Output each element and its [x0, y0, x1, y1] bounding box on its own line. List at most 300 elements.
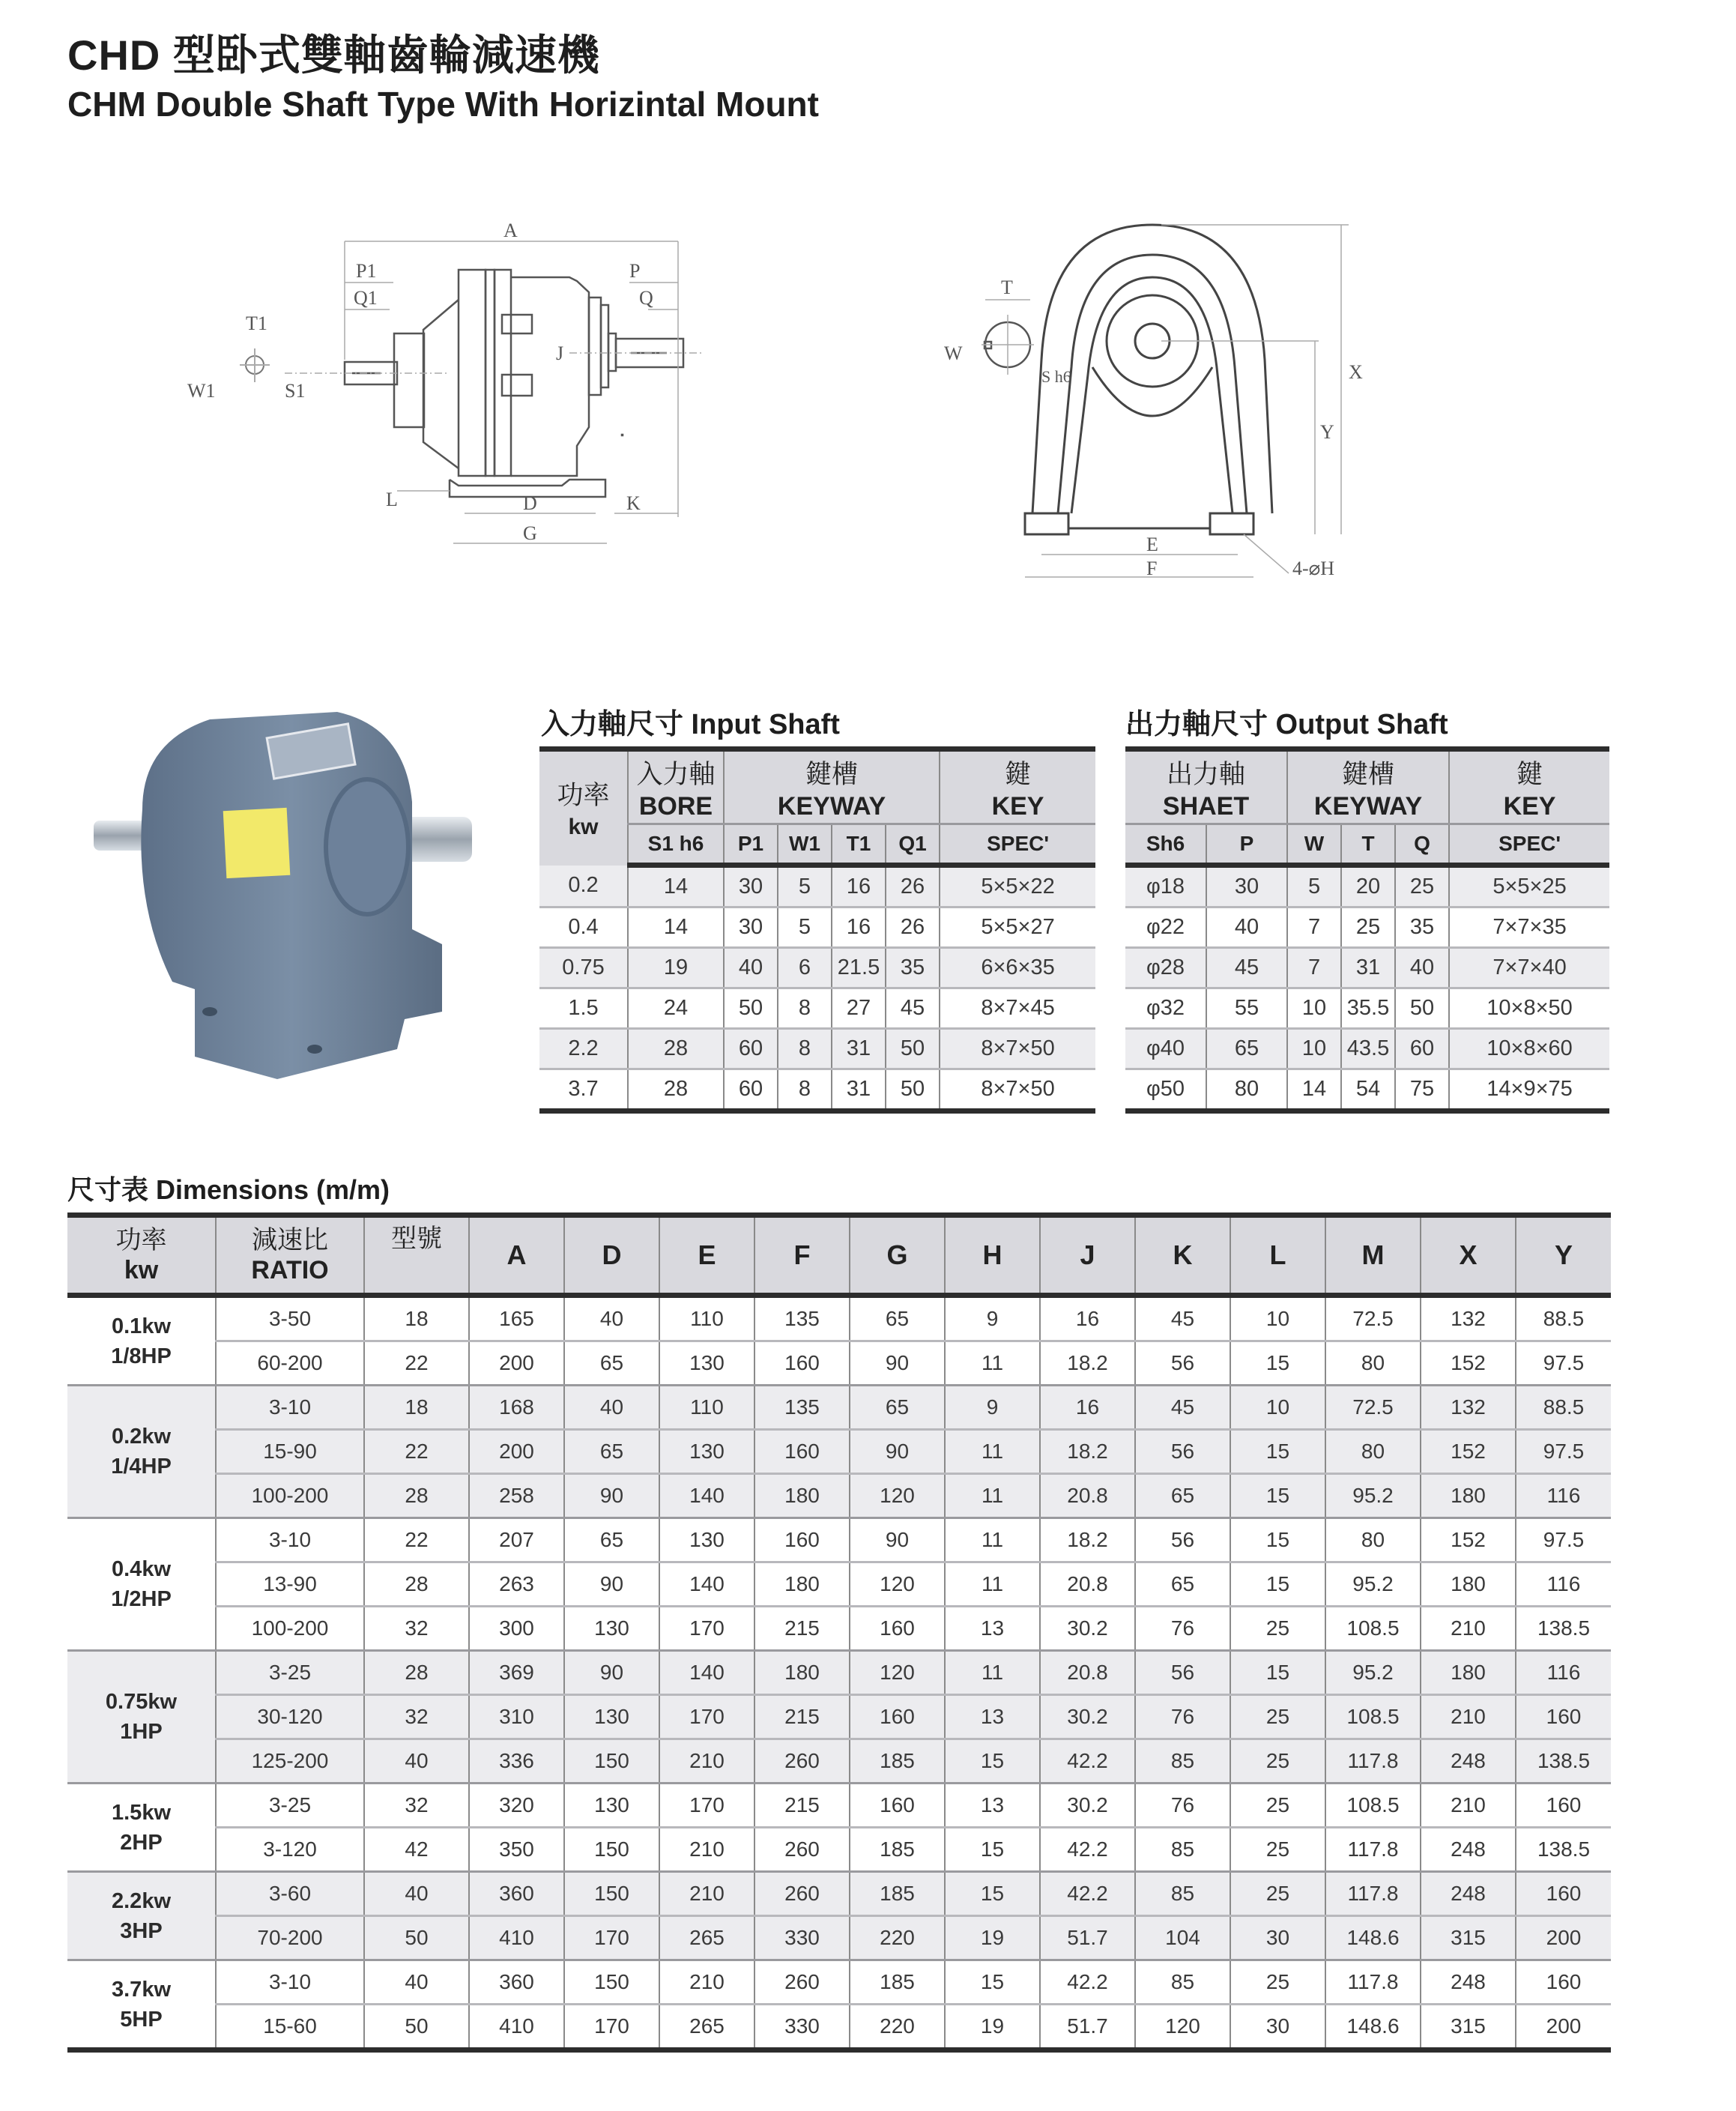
- output-shaft-section-drawing: [982, 300, 1034, 375]
- table-cell: 116: [1516, 1562, 1611, 1607]
- table-cell: 42: [364, 1828, 469, 1872]
- table-cell: 42.2: [1040, 1960, 1135, 2005]
- label-g: G: [523, 522, 537, 544]
- table-cell: 72.5: [1325, 1296, 1421, 1341]
- table-row: [67, 1872, 1611, 1916]
- table-cell: 95.2: [1325, 1562, 1421, 1607]
- table-row: [67, 1474, 1611, 1518]
- table-cell: 130: [564, 1784, 659, 1828]
- table-row: [67, 1607, 1611, 1651]
- power-cell: [67, 1651, 216, 1784]
- table-cell: 248: [1421, 1828, 1516, 1872]
- header-key: 鍵 KEY: [940, 749, 1095, 824]
- table-cell: 7: [1287, 907, 1341, 948]
- table-cell: 0.75: [539, 948, 628, 988]
- table-cell: 130: [564, 1695, 659, 1739]
- dimensions-title: 尺寸表 Dimensions (m/m): [67, 1174, 390, 1205]
- table-cell: 26: [886, 907, 940, 948]
- table-cell: 2.2: [539, 1029, 628, 1069]
- table-cell: 27: [832, 988, 886, 1029]
- table-cell: 215: [754, 1695, 850, 1739]
- power-cell: [67, 1296, 216, 1386]
- table-cell: 8×7×45: [940, 988, 1095, 1029]
- table-cell: 8: [778, 988, 832, 1029]
- table-cell: 130: [564, 1607, 659, 1651]
- table-cell: 180: [754, 1562, 850, 1607]
- table-cell: 369: [469, 1651, 564, 1695]
- table-cell: 135: [754, 1296, 850, 1341]
- table-cell: 42.2: [1040, 1872, 1135, 1916]
- label-y: Y: [1320, 421, 1334, 443]
- table-cell: 104: [1135, 1916, 1230, 1960]
- table-cell: 248: [1421, 1872, 1516, 1916]
- table-cell: 168: [469, 1386, 564, 1430]
- table-cell: 7: [1287, 948, 1341, 988]
- table-cell: 117.8: [1325, 1960, 1421, 2005]
- table-cell: 28: [364, 1562, 469, 1607]
- table-cell: 25: [1230, 1960, 1325, 2005]
- table-cell: 30: [1206, 866, 1287, 907]
- table-cell: 180: [1421, 1651, 1516, 1695]
- table-cell: 60: [724, 1069, 778, 1111]
- table-cell: 11: [945, 1651, 1040, 1695]
- table-row: [67, 1651, 1611, 1695]
- header-power: 功率 kw: [67, 1215, 216, 1296]
- subheader-w: W: [1287, 824, 1341, 866]
- table-cell: 185: [850, 1828, 945, 1872]
- header-dim-g: G: [850, 1215, 945, 1296]
- table-cell: 30: [724, 907, 778, 948]
- table-cell: 28: [364, 1474, 469, 1518]
- table-row: [67, 1916, 1611, 1960]
- table-cell: 5: [778, 866, 832, 907]
- table-cell: 50: [364, 2005, 469, 2050]
- table-cell: 138.5: [1516, 1739, 1611, 1784]
- power-kw: 0.4kw: [112, 1557, 171, 1581]
- table-cell: 360: [469, 1960, 564, 2005]
- table-cell: 258: [469, 1474, 564, 1518]
- table-cell: 160: [754, 1430, 850, 1474]
- table-cell: 8×7×50: [940, 1069, 1095, 1111]
- label-x: X: [1349, 361, 1363, 383]
- table-cell: 50: [886, 1029, 940, 1069]
- power-cell: [67, 1386, 216, 1518]
- table-cell: 3-25: [216, 1784, 364, 1828]
- table-row: [1125, 907, 1609, 948]
- input-shaft-icon: [94, 821, 146, 851]
- label-a: A: [503, 220, 518, 241]
- table-cell: 220: [850, 2005, 945, 2050]
- table-cell: 160: [1516, 1960, 1611, 2005]
- table-cell: 50: [364, 1916, 469, 1960]
- table-cell: 220: [850, 1916, 945, 1960]
- page-title-en: CHM Double Shaft Type With Horizintal Mount: [67, 85, 819, 124]
- subheader-p: P: [1206, 824, 1287, 866]
- table-cell: 65: [850, 1296, 945, 1341]
- table-cell: 95.2: [1325, 1651, 1421, 1695]
- table-cell: 76: [1135, 1695, 1230, 1739]
- table-cell: 138.5: [1516, 1828, 1611, 1872]
- table-cell: 40: [364, 1739, 469, 1784]
- table-cell: 140: [659, 1651, 754, 1695]
- table-cell: 260: [754, 1739, 850, 1784]
- table-cell: 21.5: [832, 948, 886, 988]
- table-cell: 300: [469, 1607, 564, 1651]
- header-dim-e: E: [659, 1215, 754, 1296]
- table-cell: 210: [1421, 1607, 1516, 1651]
- table-cell: 56: [1135, 1430, 1230, 1474]
- table-cell: 20.8: [1040, 1474, 1135, 1518]
- table-cell: 16: [1040, 1386, 1135, 1430]
- table-cell: 116: [1516, 1474, 1611, 1518]
- power-hp: 1/8HP: [111, 1344, 172, 1368]
- table-cell: 65: [1135, 1562, 1230, 1607]
- table-cell: 170: [659, 1695, 754, 1739]
- table-cell: 5: [1287, 866, 1341, 907]
- table-cell: 180: [754, 1651, 850, 1695]
- power-hp: 1/4HP: [111, 1455, 172, 1479]
- label-f: F: [1146, 558, 1158, 579]
- table-cell: 90: [564, 1651, 659, 1695]
- table-row: [1125, 948, 1609, 988]
- table-cell: 140: [659, 1474, 754, 1518]
- table-cell: 10: [1230, 1386, 1325, 1430]
- table-cell: 40: [1395, 948, 1449, 988]
- table-cell: 90: [850, 1430, 945, 1474]
- table-cell: 20.8: [1040, 1651, 1135, 1695]
- table-cell: 60: [724, 1029, 778, 1069]
- table-cell: 15: [1230, 1651, 1325, 1695]
- header-dim-d: D: [564, 1215, 659, 1296]
- label-w1: W1: [187, 380, 216, 402]
- table-cell: 15: [1230, 1474, 1325, 1518]
- table-cell: 97.5: [1516, 1518, 1611, 1562]
- label-q: Q: [639, 287, 653, 309]
- table-cell: 95.2: [1325, 1474, 1421, 1518]
- table-cell: 15: [945, 1872, 1040, 1916]
- table-cell: 0.2: [539, 866, 628, 907]
- table-cell: 85: [1135, 1739, 1230, 1784]
- table-cell: 260: [754, 1960, 850, 2005]
- label-j: J: [556, 342, 564, 364]
- table-cell: 25: [1230, 1872, 1325, 1916]
- table-cell: 25: [1230, 1739, 1325, 1784]
- table-cell: 5×5×27: [940, 907, 1095, 948]
- table-cell: 25: [1395, 866, 1449, 907]
- table-cell: 200: [469, 1430, 564, 1474]
- table-cell: 51.7: [1040, 1916, 1135, 1960]
- table-cell: 185: [850, 1872, 945, 1916]
- table-cell: 3-60: [216, 1872, 364, 1916]
- table-cell: 14: [628, 907, 724, 948]
- power-cell: [67, 1872, 216, 1960]
- table-cell: 40: [364, 1872, 469, 1916]
- table-cell: 31: [832, 1069, 886, 1111]
- header-keyway: 鍵槽 KEYWAY: [724, 749, 940, 824]
- table-cell: 32: [364, 1695, 469, 1739]
- table-cell: 32: [364, 1607, 469, 1651]
- label-e: E: [1146, 534, 1158, 555]
- table-cell: 336: [469, 1739, 564, 1784]
- table-cell: 13: [945, 1607, 1040, 1651]
- table-cell: 350: [469, 1828, 564, 1872]
- table-cell: 248: [1421, 1960, 1516, 2005]
- table-cell: 15: [1230, 1430, 1325, 1474]
- table-cell: 120: [850, 1474, 945, 1518]
- table-cell: 28: [628, 1069, 724, 1111]
- table-cell: 90: [564, 1474, 659, 1518]
- table-cell: 22: [364, 1518, 469, 1562]
- table-cell: φ50: [1125, 1069, 1206, 1111]
- subheader-w1: W1: [778, 824, 832, 866]
- header-power: 功率 kw: [539, 749, 628, 866]
- table-cell: 116: [1516, 1651, 1611, 1695]
- table-cell: 35: [886, 948, 940, 988]
- table-cell: 160: [1516, 1872, 1611, 1916]
- table-cell: 14: [1287, 1069, 1341, 1111]
- dimensions-table: [67, 1212, 1611, 2053]
- technical-drawings: [180, 210, 1498, 600]
- table-cell: 25: [1230, 1695, 1325, 1739]
- table-cell: 7×7×40: [1449, 948, 1609, 988]
- table-cell: 130: [659, 1430, 754, 1474]
- table-cell: 120: [850, 1562, 945, 1607]
- table-cell: 185: [850, 1739, 945, 1784]
- table-cell: 31: [832, 1029, 886, 1069]
- table-cell: 160: [850, 1784, 945, 1828]
- table-row: [539, 907, 1095, 948]
- table-cell: 152: [1421, 1341, 1516, 1386]
- table-cell: 85: [1135, 1828, 1230, 1872]
- label-s1: S1: [285, 380, 306, 402]
- table-cell: 25: [1230, 1828, 1325, 1872]
- table-cell: 56: [1135, 1341, 1230, 1386]
- table-cell: 248: [1421, 1739, 1516, 1784]
- table-cell: 160: [1516, 1695, 1611, 1739]
- table-cell: 13: [945, 1695, 1040, 1739]
- table-cell: 13-90: [216, 1562, 364, 1607]
- table-cell: 50: [724, 988, 778, 1029]
- table-cell: 210: [1421, 1695, 1516, 1739]
- table-row: [1125, 1069, 1609, 1111]
- gear-reducer-photo: [90, 697, 509, 1102]
- table-cell: 56: [1135, 1518, 1230, 1562]
- table-cell: 148.6: [1325, 2005, 1421, 2050]
- table-cell: 130: [659, 1518, 754, 1562]
- header-dim-m: M: [1325, 1215, 1421, 1296]
- table-cell: 3-25: [216, 1651, 364, 1695]
- table-row: [1125, 1029, 1609, 1069]
- table-cell: 65: [850, 1386, 945, 1430]
- subheader-q: Q: [1395, 824, 1449, 866]
- table-cell: 18.2: [1040, 1341, 1135, 1386]
- label-t: T: [1001, 277, 1013, 298]
- table-cell: φ40: [1125, 1029, 1206, 1069]
- side-view-drawing: [345, 270, 683, 497]
- table-cell: 11: [945, 1518, 1040, 1562]
- header-dim-a: A: [469, 1215, 564, 1296]
- table-cell: 26: [886, 866, 940, 907]
- header-ratio: 減速比 RATIO: [216, 1215, 364, 1296]
- table-cell: 200: [1516, 1916, 1611, 1960]
- header-keyway: 鍵槽 KEYWAY: [1287, 749, 1449, 824]
- label-w: W: [944, 342, 963, 364]
- table-cell: 170: [659, 1784, 754, 1828]
- table-cell: 28: [628, 1029, 724, 1069]
- table-row: [67, 1341, 1611, 1386]
- table-cell: 11: [945, 1474, 1040, 1518]
- header-dim-l: L: [1230, 1215, 1325, 1296]
- table-cell: 0.4: [539, 907, 628, 948]
- table-cell: 72.5: [1325, 1386, 1421, 1430]
- table-cell: 210: [1421, 1784, 1516, 1828]
- table-cell: 180: [754, 1474, 850, 1518]
- table-cell: 65: [1135, 1474, 1230, 1518]
- table-cell: 31: [1341, 948, 1395, 988]
- subheader-spec: SPEC': [940, 824, 1095, 866]
- output-shaft-title: 出力軸尺寸 Output Shaft: [1125, 709, 1448, 740]
- table-cell: 85: [1135, 1960, 1230, 2005]
- table-row: [67, 2005, 1611, 2050]
- table-cell: 3-50: [216, 1296, 364, 1341]
- table-cell: 150: [564, 1739, 659, 1784]
- table-cell: 360: [469, 1872, 564, 1916]
- table-cell: 310: [469, 1695, 564, 1739]
- subheader-s1h6: S1 h6: [628, 824, 724, 866]
- table-cell: 152: [1421, 1518, 1516, 1562]
- table-cell: 22: [364, 1341, 469, 1386]
- power-kw: 3.7kw: [112, 1977, 171, 2002]
- table-cell: 42.2: [1040, 1828, 1135, 1872]
- header-dim-j: J: [1040, 1215, 1135, 1296]
- power-kw: 0.1kw: [112, 1314, 171, 1338]
- table-cell: 60-200: [216, 1341, 364, 1386]
- table-cell: 97.5: [1516, 1341, 1611, 1386]
- table-row: [539, 988, 1095, 1029]
- table-cell: 54: [1341, 1069, 1395, 1111]
- subheader-t: T: [1341, 824, 1395, 866]
- table-cell: 35: [1395, 907, 1449, 948]
- table-cell: 3-10: [216, 1518, 364, 1562]
- table-cell: 108.5: [1325, 1607, 1421, 1651]
- header-key: 鍵 KEY: [1449, 749, 1609, 824]
- table-cell: 330: [754, 1916, 850, 1960]
- table-cell: 90: [564, 1562, 659, 1607]
- table-cell: 70-200: [216, 1916, 364, 1960]
- table-cell: 19: [945, 1916, 1040, 1960]
- table-cell: 3.7: [539, 1069, 628, 1111]
- table-row: [67, 1562, 1611, 1607]
- table-cell: 138.5: [1516, 1607, 1611, 1651]
- table-row: [1125, 988, 1609, 1029]
- table-cell: 90: [850, 1518, 945, 1562]
- table-cell: 135: [754, 1386, 850, 1430]
- table-cell: 30-120: [216, 1695, 364, 1739]
- table-cell: 108.5: [1325, 1784, 1421, 1828]
- power-kw: 0.75kw: [105, 1690, 178, 1714]
- table-cell: 10: [1287, 988, 1341, 1029]
- label-t1: T1: [246, 312, 267, 334]
- table-cell: 25: [1341, 907, 1395, 948]
- table-row: [539, 1069, 1095, 1111]
- table-cell: 210: [659, 1872, 754, 1916]
- table-cell: 30: [1230, 1916, 1325, 1960]
- table-cell: 210: [659, 1739, 754, 1784]
- table-cell: 85: [1135, 1872, 1230, 1916]
- label-p1: P1: [356, 260, 377, 282]
- table-row: [67, 1695, 1611, 1739]
- table-cell: 80: [1325, 1341, 1421, 1386]
- table-cell: 315: [1421, 1916, 1516, 1960]
- table-cell: 132: [1421, 1296, 1516, 1341]
- output-shaft-table: [1125, 746, 1609, 1114]
- table-cell: 160: [754, 1518, 850, 1562]
- table-cell: 410: [469, 1916, 564, 1960]
- table-cell: 117.8: [1325, 1739, 1421, 1784]
- power-cell: [67, 1960, 216, 2050]
- table-cell: 16: [832, 866, 886, 907]
- table-cell: 18.2: [1040, 1430, 1135, 1474]
- table-cell: 215: [754, 1607, 850, 1651]
- table-cell: 30: [724, 866, 778, 907]
- table-cell: 263: [469, 1562, 564, 1607]
- table-cell: 120: [1135, 2005, 1230, 2050]
- table-cell: 14×9×75: [1449, 1069, 1609, 1111]
- table-cell: 19: [945, 2005, 1040, 2050]
- table-cell: 51.7: [1040, 2005, 1135, 2050]
- table-cell: 165: [469, 1296, 564, 1341]
- input-shaft-table: [539, 746, 1095, 1114]
- table-cell: φ32: [1125, 988, 1206, 1029]
- table-cell: 15: [1230, 1341, 1325, 1386]
- table-cell: 19: [628, 948, 724, 988]
- table-cell: 55: [1206, 988, 1287, 1029]
- table-row: [67, 1386, 1611, 1430]
- table-cell: 50: [1395, 988, 1449, 1029]
- table-cell: 200: [469, 1341, 564, 1386]
- table-cell: 132: [1421, 1386, 1516, 1430]
- table-cell: 200: [1516, 2005, 1611, 2050]
- table-cell: 185: [850, 1960, 945, 2005]
- table-cell: 65: [564, 1518, 659, 1562]
- table-cell: 45: [1135, 1386, 1230, 1430]
- table-cell: 45: [1135, 1296, 1230, 1341]
- subheader-p1: P1: [724, 824, 778, 866]
- table-cell: 40: [724, 948, 778, 988]
- table-cell: 3-10: [216, 1960, 364, 2005]
- table-cell: 11: [945, 1341, 1040, 1386]
- page-title-cn: CHD 型卧式雙軸齒輪減速機: [67, 31, 600, 79]
- table-cell: 5: [778, 907, 832, 948]
- table-cell: 88.5: [1516, 1296, 1611, 1341]
- table-cell: 65: [1206, 1029, 1287, 1069]
- table-cell: 100-200: [216, 1474, 364, 1518]
- table-cell: 180: [1421, 1474, 1516, 1518]
- table-row: [539, 948, 1095, 988]
- table-cell: 148.6: [1325, 1916, 1421, 1960]
- table-cell: 35.5: [1341, 988, 1395, 1029]
- input-shaft-title: 入力軸尺寸 Input Shaft: [541, 709, 840, 740]
- table-cell: 15: [1230, 1562, 1325, 1607]
- table-cell: 15-60: [216, 2005, 364, 2050]
- input-key-circle: [240, 348, 270, 382]
- power-hp: 3HP: [120, 1918, 163, 1943]
- table-cell: 108.5: [1325, 1695, 1421, 1739]
- table-cell: 5×5×22: [940, 866, 1095, 907]
- table-cell: 40: [364, 1960, 469, 2005]
- table-cell: 50: [886, 1069, 940, 1111]
- table-cell: 40: [1206, 907, 1287, 948]
